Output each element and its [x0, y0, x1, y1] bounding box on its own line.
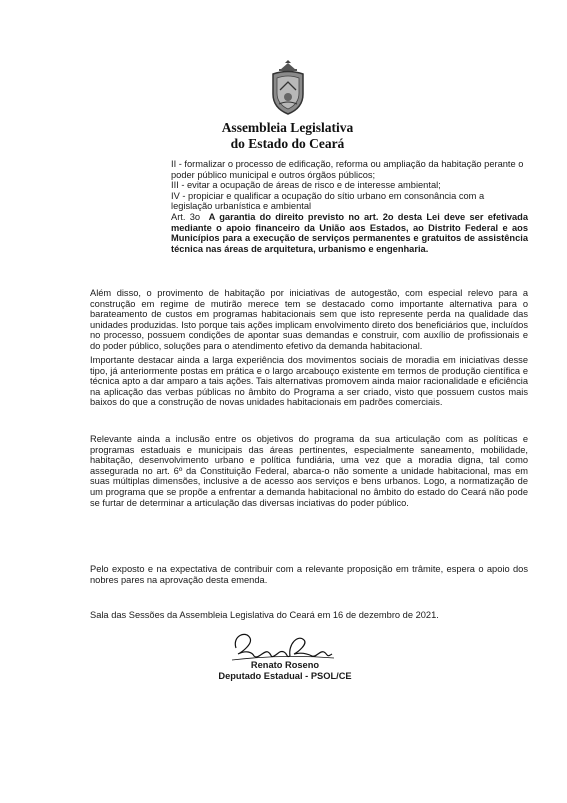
paragraph-3: Relevante ainda a inclusão entre os objetivos do programa da sua articulação com as políticas e programas estaduais e municipais das áreas pertinentes, especialmente saneamento, mobilidade, habitação, desenvolvimento urbano e política fundiária, uma vez que a moradia digna, tal como assegurada no art. 6º da Constituição Federal, abarca-o não somente a unidade habitacional, mas em suas múltiplas dimensões, inclusive a de acesso aos serviços e bens urbanos. Logo, a normatização de um programa que se propõe a enfrentar a demanda habitacional no âmbito do estado do Ceará não pode se furtar de determinar a articulação das diversas inciativas do poder público.: [90, 434, 528, 508]
organization-name: [180, 120, 395, 152]
organization-line-1: Assembleia Legislativa: [221, 120, 354, 135]
organization-line-2: do Estado do Ceará: [230, 136, 345, 151]
quoted-law-text: [171, 159, 528, 254]
paragraph-2: Importante destacar ainda a larga experiência dos movimentos sociais de moradia em iniciativas desse tipo, já anteriormente postas em prática e o largo arcabouço existente em termos de produção científica e técnica apto a dar amparo a tais ações. Tais alternativas promovem ainda maior racionalidade e eficiência na aplicação das verbas públicas no âmbito do Programa a ser criado, visto que possuem custos mais baixos do que a construção de novas unidades habitacionais em padrões comerciais.: [90, 355, 528, 408]
article-3: [171, 212, 528, 254]
signature-icon: [228, 628, 338, 664]
state-seal-icon: [268, 60, 308, 116]
signer-block: [195, 660, 375, 682]
item-iv: IV - propiciar e qualificar a ocupação do sítio urbano em consonância com a legislação urbanística e ambiental: [171, 190, 485, 212]
item-iii: III - evitar a ocupação de áreas de risco e de interesse ambiental;: [171, 180, 441, 191]
session-date-line: Sala das Sessões da Assembleia Legislativa do Ceará em 16 de dezembro de 2021.: [90, 610, 439, 620]
article-3-label: Art. 3o: [171, 211, 201, 222]
item-ii: II - formalizar o processo de edificação, reforma ou ampliação da habitação perante o poder público municipal e outros órgãos públicos;: [171, 159, 524, 180]
paragraph-4: Pelo exposto e na expectativa de contribuir com a relevante proposição em trâmite, espera o apoio dos nobres pares na aprovação desta emenda.: [90, 564, 528, 585]
signer-name: Renato Roseno: [250, 660, 320, 670]
signer-title: Deputado Estadual - PSOL/CE: [218, 671, 352, 681]
article-3-text: A garantia do direito previsto no art. 2o desta Lei deve ser efetivada mediante o apoio financeiro da União aos Estados, ao Distrito Federal e aos Municípios para a execução de serviços permanentes e gratuitos de assistência técnica nas áreas de arquitetura, urbanismo e engenharia.: [171, 211, 529, 254]
paragraph-1: Além disso, o provimento de habitação por iniciativas de autogestão, com especial relevo para a construção em regime de mutirão merece tem se destacado como importante alternativa para o barateamento de custos em programas habitacionais sem que isto represente perda na qualidade das unidades produzidas. Isto porque tais ações implicam envolvimento direto dos beneficiários que, incluídos no processo, possuem condições de apontar suas demandas e construir, com auxílio de profissionais e do poder público, soluções para o atendimento efetivo da demanda habitacional.: [90, 288, 528, 351]
